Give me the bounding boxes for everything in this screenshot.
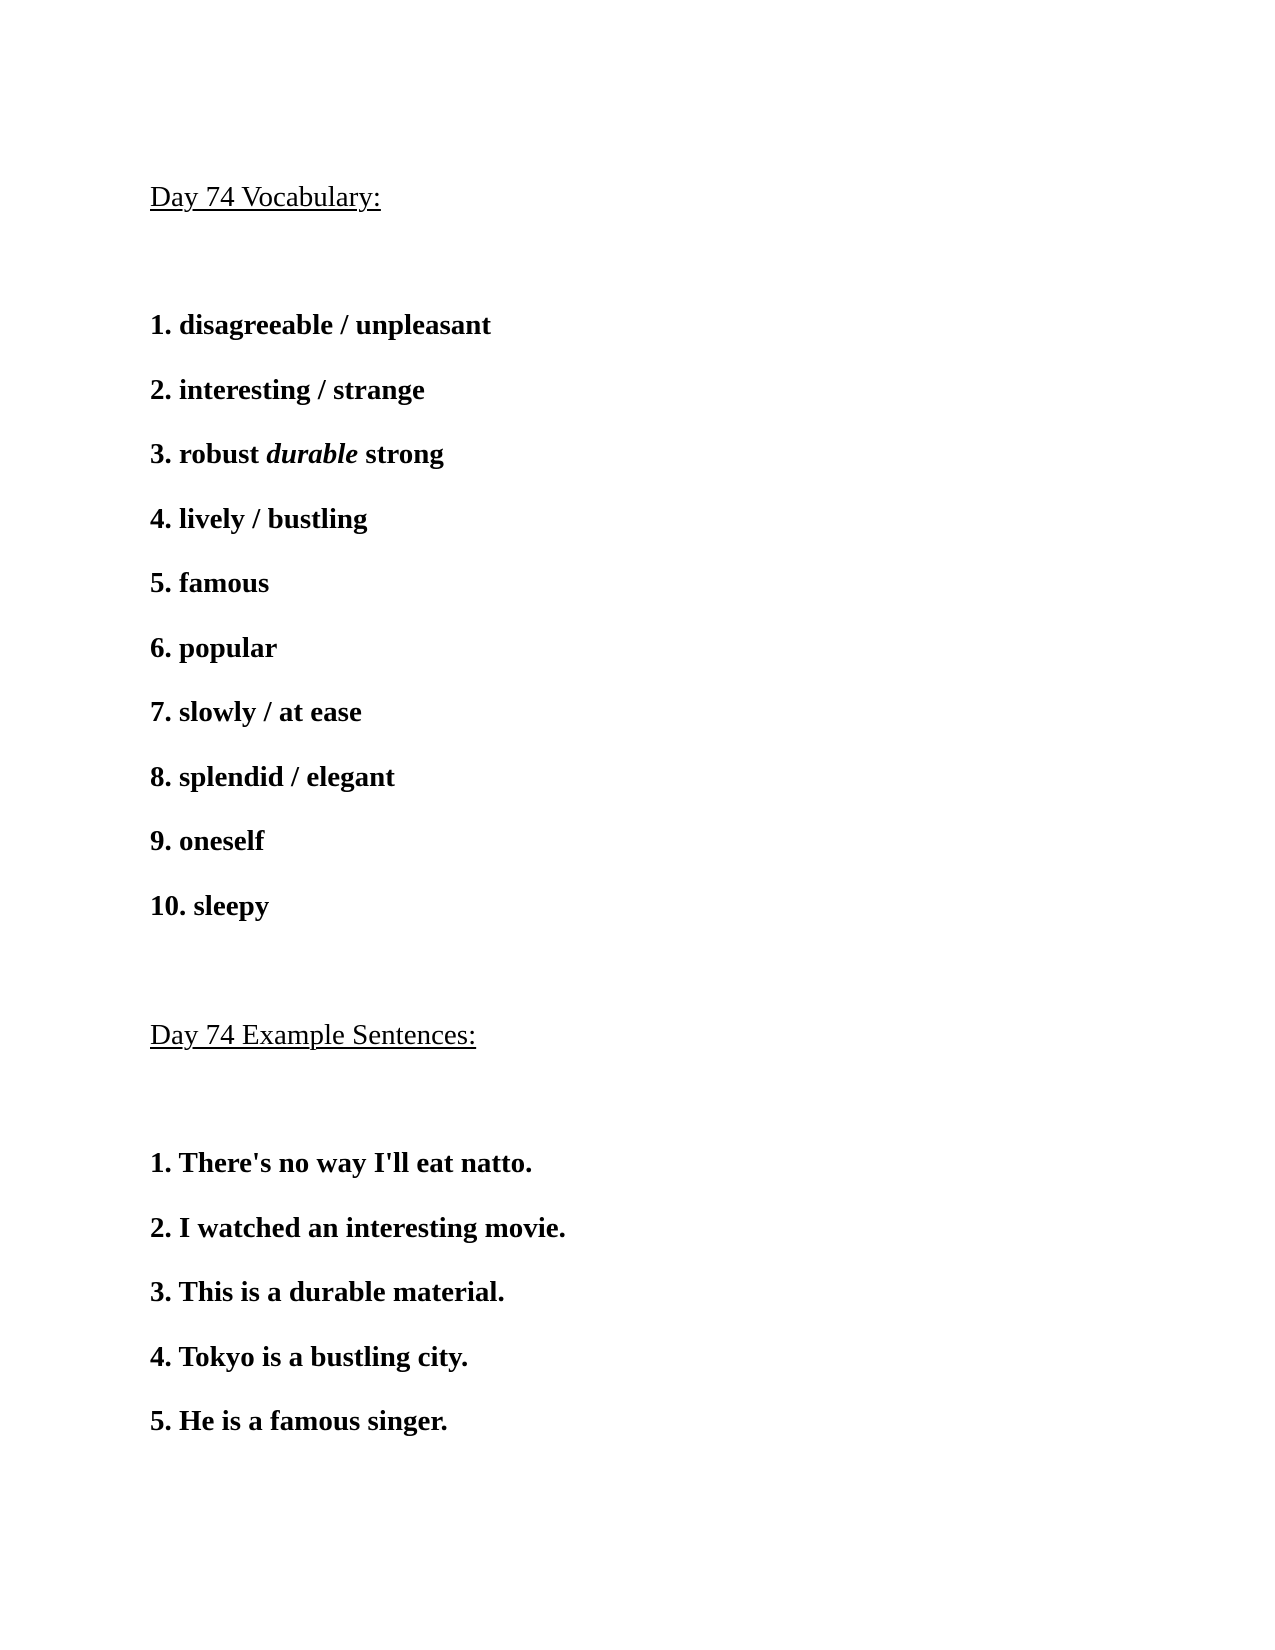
example-sentence: 2. I watched an interesting movie.	[150, 1211, 566, 1244]
vocabulary-item: 5. famous	[150, 567, 270, 599]
example-sentences-list	[150, 1146, 566, 1469]
example-sentences-heading: Day 74 Example Sentences:	[150, 1019, 477, 1051]
example-sentence: 5. He is a famous singer.	[150, 1405, 448, 1437]
vocabulary-item-emphasis: durable	[266, 438, 359, 470]
vocabulary-item: 7. slowly / at ease	[150, 696, 362, 728]
vocabulary-item-text: strong	[358, 438, 444, 470]
example-sentence: 3. This is a durable material.	[150, 1276, 505, 1308]
vocabulary-item: 8. splendid / elegant	[150, 760, 395, 793]
vocabulary-list	[150, 308, 491, 953]
example-sentence: 1. There's no way I'll eat natto.	[150, 1147, 533, 1179]
vocabulary-item: 2. interesting / strange	[150, 373, 425, 406]
vocabulary-item: 6. popular	[150, 631, 278, 664]
vocabulary-item: 4. lively / bustling	[150, 502, 368, 535]
vocabulary-heading: Day 74 Vocabulary:	[150, 181, 381, 213]
vocabulary-item	[150, 437, 491, 471]
vocabulary-item: 9. oneself	[150, 825, 265, 857]
vocabulary-item: 10. sleepy	[150, 889, 270, 922]
vocabulary-item-text: 3. robust	[150, 438, 267, 470]
vocabulary-item: 1. disagreeable / unpleasant	[150, 309, 492, 341]
example-sentence: 4. Tokyo is a bustling city.	[150, 1340, 469, 1373]
